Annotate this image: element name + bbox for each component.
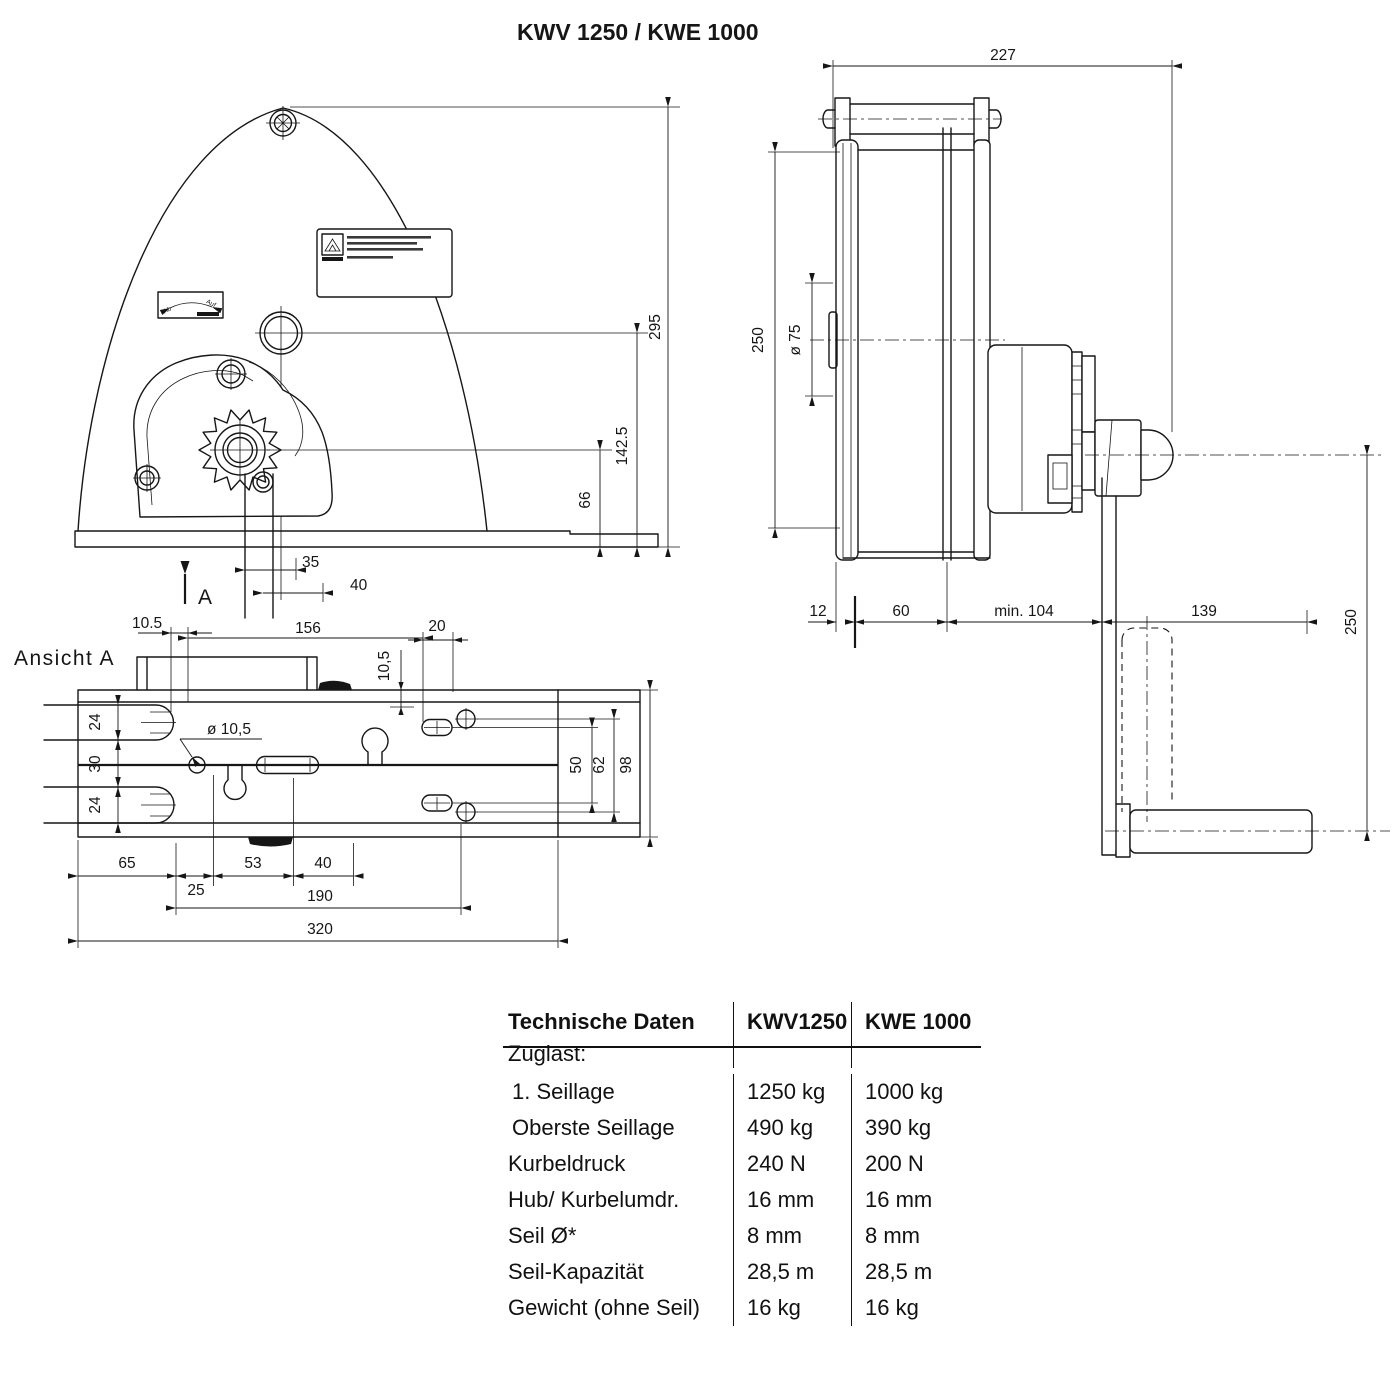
technical-data-table xyxy=(503,1002,981,1326)
crank-handle xyxy=(1130,810,1312,853)
row-hub-kwv: 16 mm xyxy=(733,1182,851,1218)
dim-65: 65 xyxy=(118,855,136,872)
crank-arm xyxy=(1102,478,1390,857)
keyhole-down xyxy=(224,765,246,799)
dim-53: 53 xyxy=(244,855,262,872)
dim-227: 227 xyxy=(990,47,1016,64)
keyhole-up xyxy=(362,728,388,765)
row-kurbeldruck-kwv: 240 N xyxy=(733,1146,851,1182)
dim-139: 139 xyxy=(1191,603,1217,620)
dim-295: 295 xyxy=(647,314,664,340)
base-plate xyxy=(75,531,658,547)
view-a-label: A xyxy=(198,586,213,609)
dim-50: 50 xyxy=(568,756,585,774)
handle-collar xyxy=(1116,804,1130,857)
row-seillage1-kwe: 1000 kg xyxy=(851,1074,981,1110)
dim-10-5-vert: 10,5 xyxy=(376,650,393,682)
crank-hub xyxy=(1095,420,1173,496)
row-kapazitaet-label: Seil-Kapazität xyxy=(508,1259,644,1284)
frame-plate xyxy=(943,128,951,560)
dim-10-5-left: 10.5 xyxy=(132,615,163,632)
row-oberste-label: Oberste Seillage xyxy=(512,1115,675,1140)
weld-mark-bottom xyxy=(248,837,293,847)
row-oberste-kwe: 390 kg xyxy=(851,1110,981,1146)
row-seillage1-kwv: 1250 kg xyxy=(733,1074,851,1110)
row-seil-kwv: 8 mm xyxy=(733,1218,851,1254)
row-gewicht-kwv: 16 kg xyxy=(733,1290,851,1326)
dim-142-5: 142.5 xyxy=(614,426,631,466)
dim-66: 66 xyxy=(577,491,594,509)
row-gewicht-kwe: 16 kg xyxy=(851,1290,981,1326)
dim-dia75: ø 75 xyxy=(787,324,804,356)
row-kapazitaet-kwv: 28,5 m xyxy=(733,1254,851,1290)
row-hub-label: Hub/ Kurbelumdr. xyxy=(508,1187,680,1212)
weld-mark-top xyxy=(318,681,352,690)
dim-156: 156 xyxy=(295,620,321,637)
mounting-plate xyxy=(44,657,640,847)
direction-plate xyxy=(158,292,223,318)
plate-ab-label: Ab xyxy=(162,305,173,316)
dim-40: 40 xyxy=(314,855,332,872)
side-view xyxy=(75,106,680,618)
dim-60: 60 xyxy=(892,603,910,620)
table-header-kwe: KWE 1000 xyxy=(851,1002,981,1048)
dim-24-upper: 24 xyxy=(87,713,104,731)
plate-auf-label: Auf xyxy=(204,298,217,310)
dim-min104: min. 104 xyxy=(994,603,1054,620)
bottom-view-caption: Ansicht A xyxy=(14,647,116,670)
row-kapazitaet-kwe: 28,5 m xyxy=(851,1254,981,1290)
row-kurbeldruck-label: Kurbeldruck xyxy=(508,1151,626,1176)
rope-roller xyxy=(818,98,1002,146)
row-gewicht-label: Gewicht (ohne Seil) xyxy=(508,1295,700,1320)
row-hub-kwe: 16 mm xyxy=(851,1182,981,1218)
dim-40: 40 xyxy=(350,577,368,594)
dim-320: 320 xyxy=(307,921,333,938)
dim-250-crank: 250 xyxy=(1343,609,1360,635)
row-kurbeldruck-kwe: 200 N xyxy=(851,1146,981,1182)
row-seil-kwe: 8 mm xyxy=(851,1218,981,1254)
row-seil-label: Seil Ø* xyxy=(508,1223,577,1248)
row-seillage1-label: 1. Seillage xyxy=(512,1079,615,1104)
row-zuglast-label: Zuglast: xyxy=(508,1041,587,1066)
bottom-view-dimensions xyxy=(78,615,658,948)
dim-35: 35 xyxy=(302,554,320,571)
gearbox xyxy=(988,345,1095,513)
dim-250-drum: 250 xyxy=(750,327,767,353)
dim-98: 98 xyxy=(618,756,635,774)
row-oberste-kwv: 490 kg xyxy=(733,1110,851,1146)
dim-25: 25 xyxy=(187,882,205,899)
dim-12: 12 xyxy=(809,603,827,620)
dim-190: 190 xyxy=(307,888,333,905)
mounting-tab xyxy=(137,657,317,690)
manufacturer-plate xyxy=(317,229,452,297)
cable-drum xyxy=(810,140,1005,560)
handle-alt-position xyxy=(1122,616,1172,822)
dim-24-lower: 24 xyxy=(87,796,104,814)
dim-30: 30 xyxy=(87,755,104,773)
table-header-kwv: KWV1250 xyxy=(733,1002,851,1048)
dim-62: 62 xyxy=(591,756,608,774)
page-title: KWV 1250 / KWE 1000 xyxy=(517,19,759,45)
front-view xyxy=(750,47,1390,857)
table-header-label: Technische Daten xyxy=(503,1002,733,1048)
dim-20: 20 xyxy=(428,618,446,635)
bottom-view xyxy=(14,615,658,948)
dim-dia10-5: ø 10,5 xyxy=(207,721,251,738)
